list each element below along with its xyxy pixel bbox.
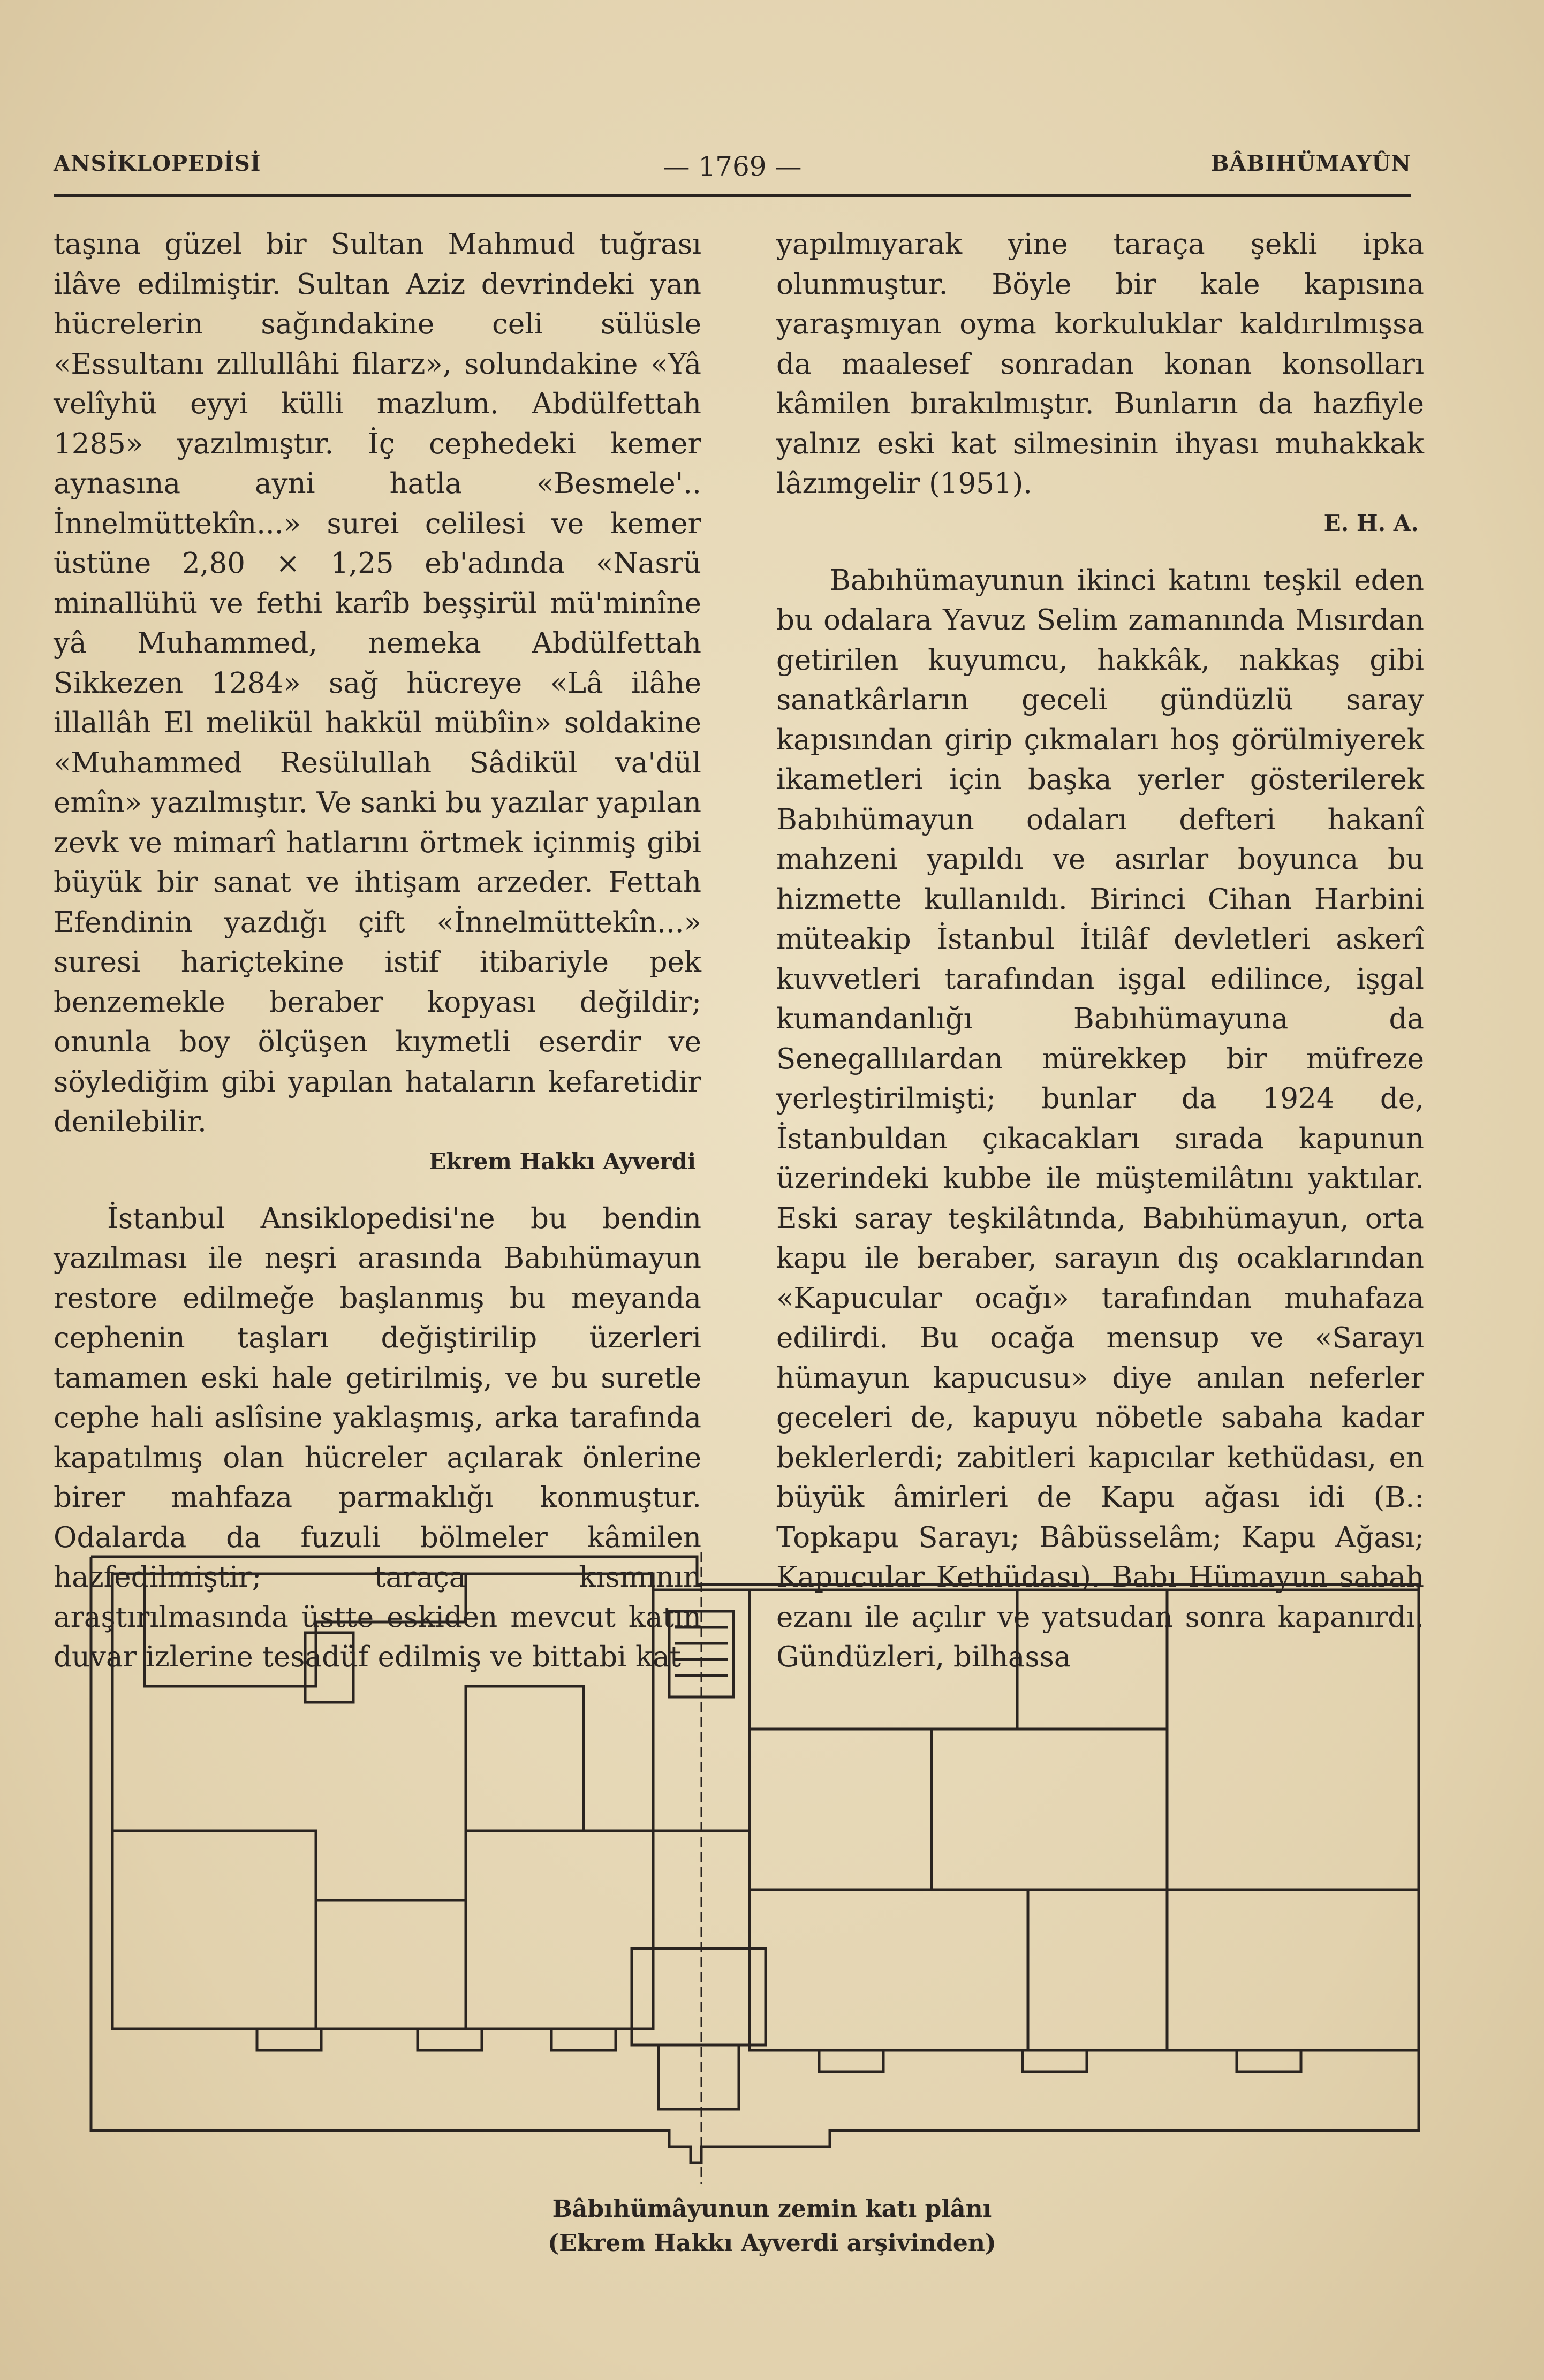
plan-small-room	[305, 1633, 353, 1702]
plan-right-room	[1167, 1890, 1419, 2050]
right-column	[776, 225, 1424, 1678]
plan-right-room	[750, 1729, 932, 1890]
plan-gate-tower	[669, 1611, 733, 1697]
caption-source: (Ekrem Hakkı Ayverdi arşivinden)	[548, 2230, 996, 2257]
left-paragraph-2: İstanbul Ansiklopedisi'ne bu bendin yazılması ile neşri arasında Babıhümayun restore edilmeğe başlanmış bu meyanda cephenin taşları değiştirilip üzerleri tamamen eski hale getirilmiş, ve bu suretle cephe hali aslîsine yaklaşmış, arka tarafında kapatılmış olan hücreler açılarak önlerine birer mahfaza parmaklığı konmuştur. Odalarda da fuzuli bölmeler kâmilen hazfedilmiştir; taraça kısmının araştırılmasında üstte eskiden mevcut katın duvar izlerine tesadüf edilmiş ve bittabi kat	[54, 1202, 701, 1673]
running-head	[54, 151, 1411, 183]
header-left: ANSİKLOPEDİSİ	[54, 151, 261, 176]
floor-plan-drawing	[80, 1552, 1429, 2184]
plan-right-room	[1167, 1590, 1419, 1890]
plan-outer-wall	[91, 1557, 1419, 2163]
plan-right-room	[750, 1890, 1028, 2050]
caption-title: Bâbıhümâyunun zemin katı plânı	[552, 2195, 992, 2223]
plan-right-room	[1028, 1890, 1167, 2050]
header-rule	[54, 194, 1411, 197]
plan-left-block	[112, 1574, 653, 2029]
plan-bay	[418, 2029, 482, 2050]
right-paragraph-1: yapılmıyarak yine taraça şekli ipka olunmuştur. Böyle bir kale kapısına yaraşmıyan oyma korkuluklar kaldırılmışsa da maalesef sonradan konan konsolları kâmilen bırakılmıştır. Bunların da hazfiyle yalnız eski kat silmesinin ihyası muhakkak lâzımgelir (1951).	[776, 228, 1424, 500]
right-paragraph-2: Babıhümayunun ikinci katını teşkil eden bu odalara Yavuz Selim zamanında Mısırdan getirilen kuyumcu, hakkâk, nakkaş gibi sanatkârların geceli gündüzlü saray kapısından girip çıkmaları hoş görülmiyerek ikametleri için başka yerler gösterilerek Babıhümayun odaları defteri hakanî mahzeni yapıldı ve asırlar boyunca bu hizmette kullanıldı. Birinci Cihan Harbini müteakip İstanbul İtilâf devletleri askerî kuvvetleri tarafından işgal edilince, işgal kumandanlığı Babıhümayuna da Senegallılardan mürekkep bir müfreze yerleştirilmişti; bunlar da 1924 de, İstanbuldan çıkacakları sırada kapunun üzerindeki kubbe ile müştemilâtını yaktılar. Eski saray teşkilâtında, Babıhümayun, orta kapu ile beraber, sarayın dış ocaklarından «Kapucular ocağı» tarafından muhafaza edilirdi. Bu ocağa mensup ve «Sarayı hümayun kapucusu» diye anılan neferler geceleri de, kapuyu nöbetle sabaha kadar beklerlerdi; zabitleri kapıcılar kethüdası, en büyük âmirleri de Kapu ağası idi (B.: Topkapu Sarayı; Bâbüsselâm; Kapu Ağası; Kapucular Kethüdası). Babı Hümayun sabah ezanı ile açılır ve yatsudan sonra kapanırdı. Gündüzleri, bilhassa	[776, 564, 1424, 1673]
plan-bay	[551, 2029, 616, 2050]
plan-court	[466, 1686, 584, 1831]
left-column	[54, 225, 701, 1678]
plan-lower-hall	[112, 1831, 653, 1900]
left-paragraph-1: taşına güzel bir Sultan Mahmud tuğrası ilâve edilmiştir. Sultan Aziz devrindeki yan hücrelerin sağındakine celi sülüsle «Essultanı zıllullâhi filarz», solundakine «Yâ velîyhü eyyi külli mazlum. Abdülfettah 1285» yazılmıştır. İç cephedeki kemer aynasına ayni hatla «Besmele'.. İnnelmüttekîn...» surei celilesi ve kemer üstüne 2,80 × 1,25 eb'adında «Nasrü minallühü ve fethi karîb beşşirül mü'minîne yâ Muhammed, nemeka Abdülfettah Sikkezen 1284» sağ hücreye «Lâ ilâhe illallâh El melikül hakkül mübîin» soldakine «Muhammed Resülullah Sâdikül va'dül emîn» yazılmıştır. Ve sanki bu yazılar yapılan zevk ve mimarî hatlarını örtmek içinmiş gibi büyük bir sanat ve ihtişam arzeder. Fettah Efendinin yazdığı çift «İnnelmüttekîn...» suresi hariçtekine istif itibariyle pek benzemekle beraber kopyası değildir; onunla boy ölçüşen kıymetli eserdir ve söylediğim gibi yapılan hataların kefaretidir denilebilir.	[54, 228, 701, 1138]
plan-right-room	[1017, 1590, 1167, 1729]
plan-right-room	[750, 1590, 1017, 1729]
plan-bay	[1023, 2050, 1087, 2072]
page-number: — 1769 —	[663, 151, 802, 182]
plan-bay	[819, 2050, 883, 2072]
plan-gate-room	[659, 2045, 739, 2109]
header-right: BÂBIHÜMAYÛN	[1210, 151, 1411, 176]
plan-bay	[257, 2029, 321, 2050]
plan-right-room	[932, 1729, 1167, 1890]
author-signature: Ekrem Hakkı Ayverdi	[429, 1148, 696, 1174]
plan-bay	[1237, 2050, 1301, 2072]
figure-caption	[0, 2192, 1544, 2261]
initials-signature: E. H. A.	[1323, 510, 1419, 536]
